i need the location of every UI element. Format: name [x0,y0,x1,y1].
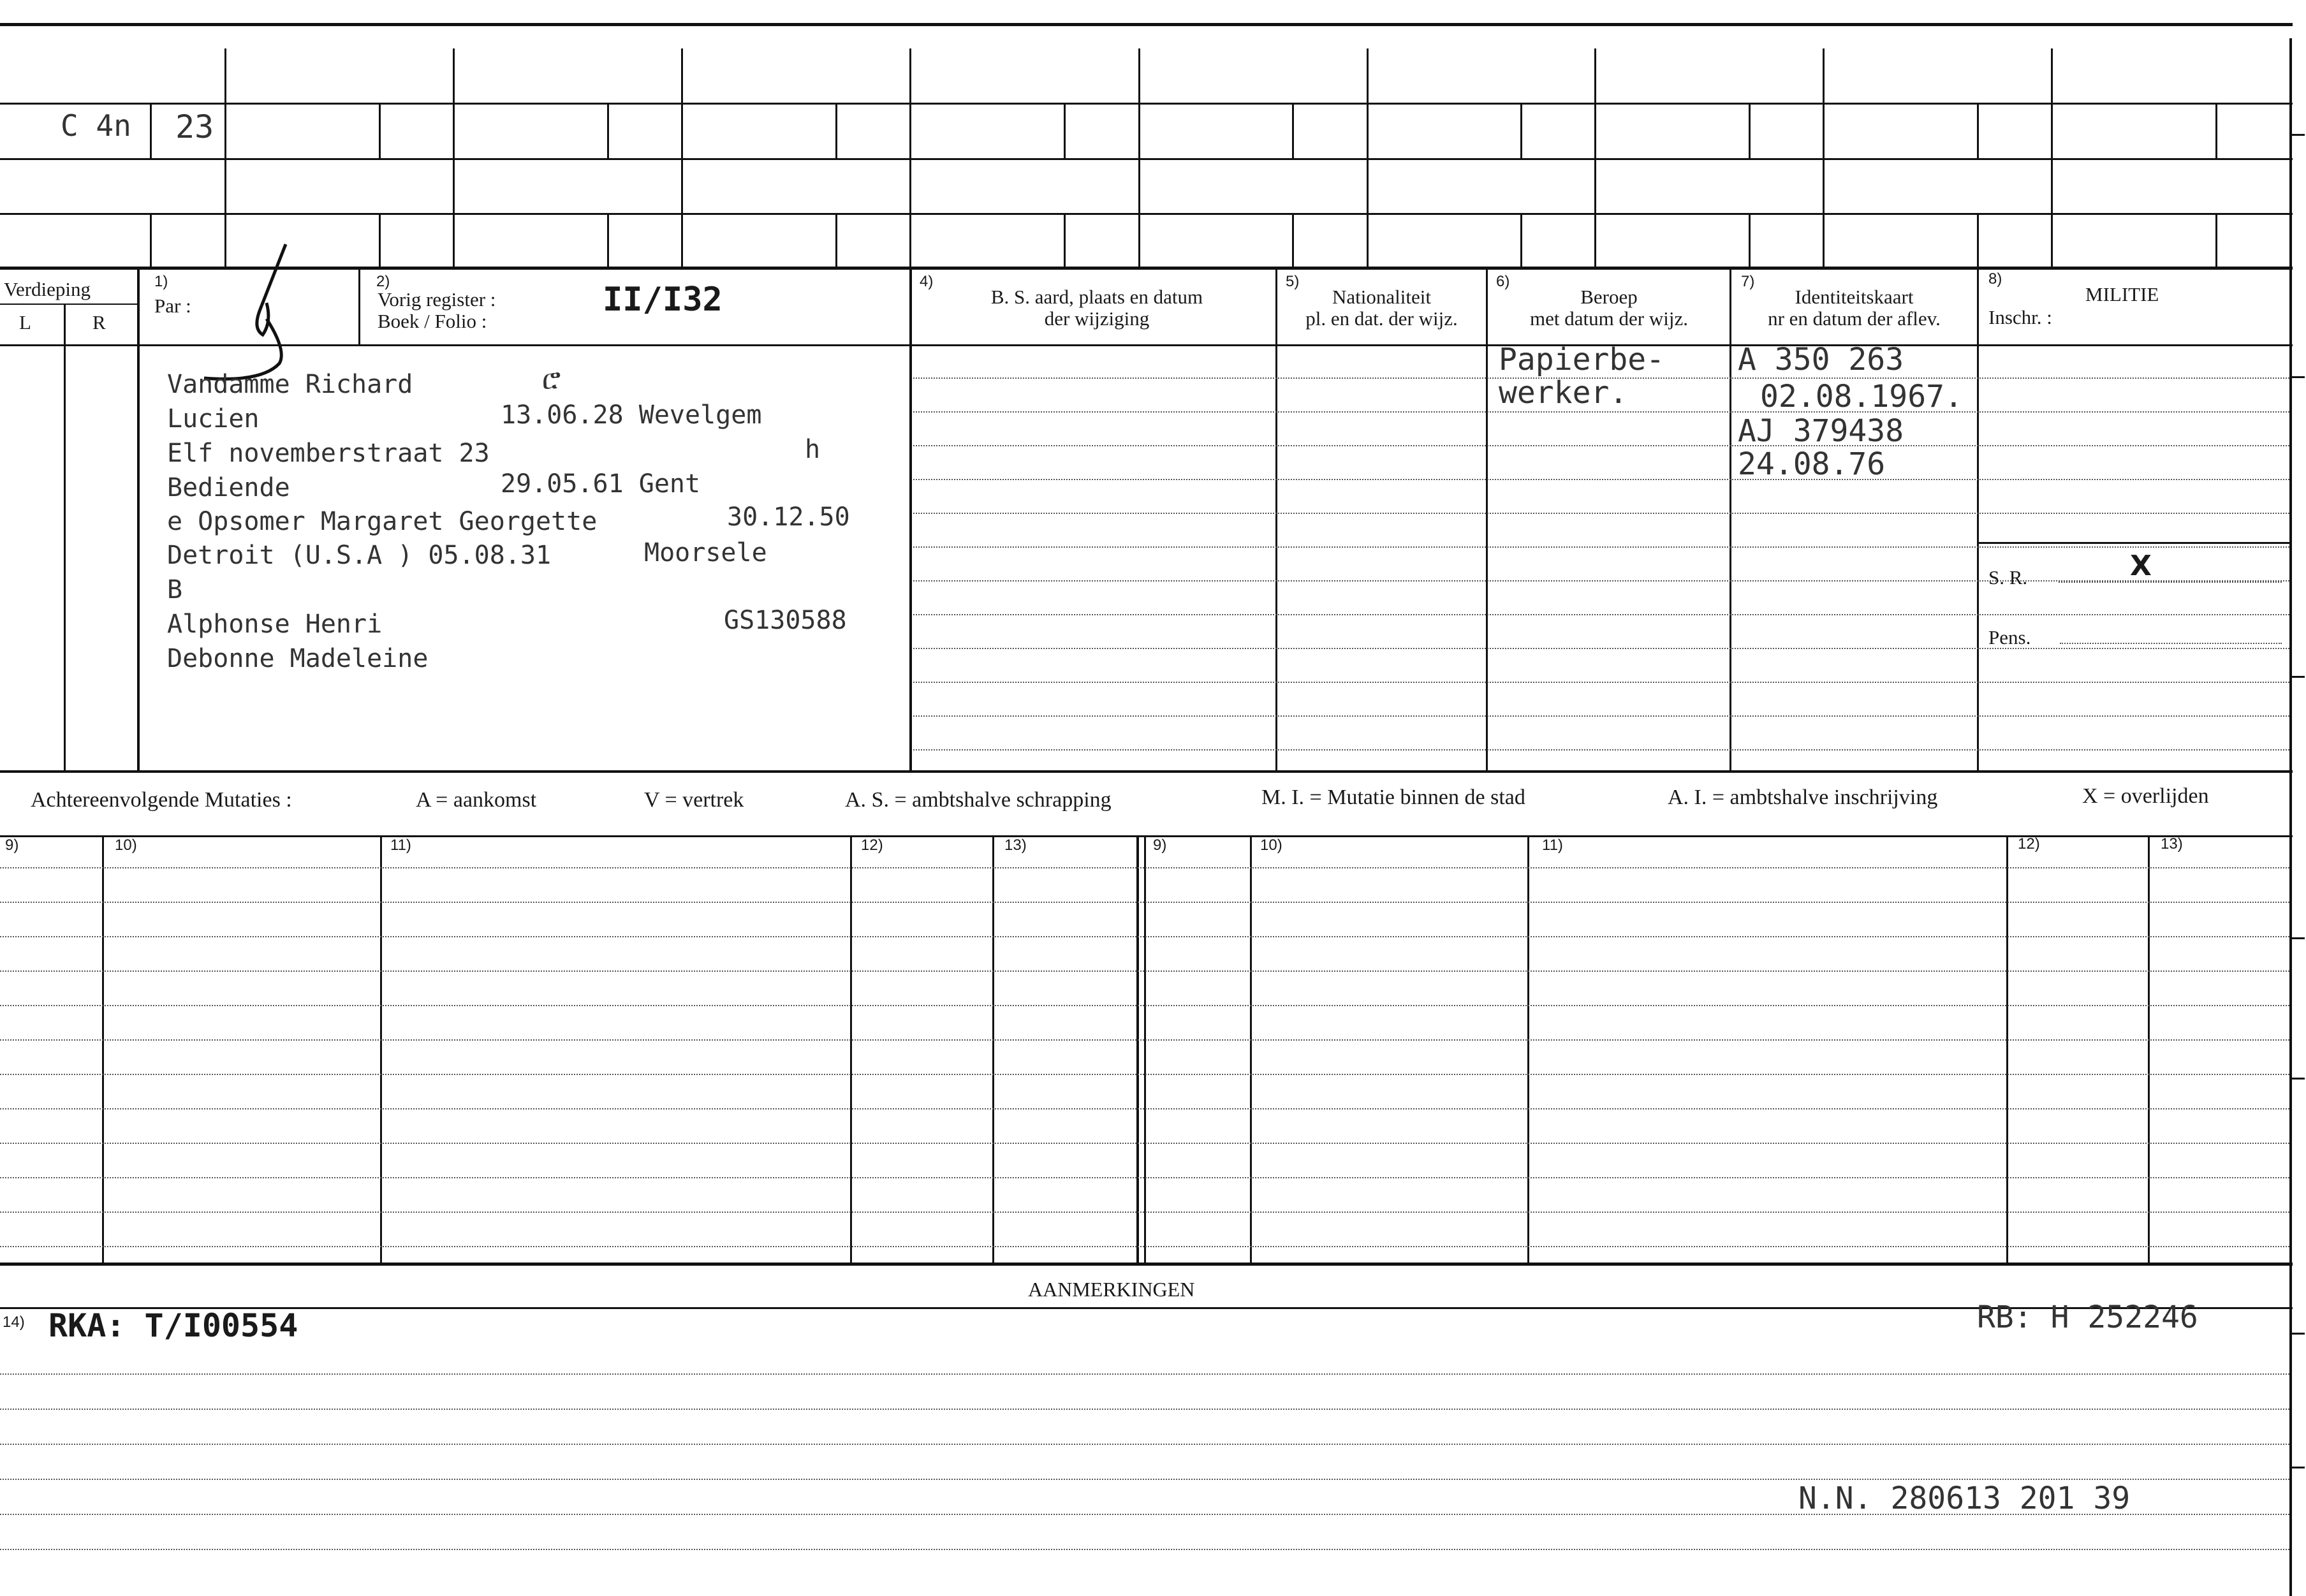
remarks-title: AANMERKINGEN [1028,1278,1195,1301]
person-marriage: 29.05.61 Gent [501,469,701,499]
person-birth: 13.06.28 Wevelgem [501,400,762,430]
vorig-register-label: Vorig register : [378,288,496,311]
grid-col [681,48,683,268]
dotted-rule [913,546,2289,548]
beroep-line-2: werker. [1499,375,1628,411]
inschr-label: Inschr. : [1988,306,2052,328]
grid-col [1138,48,1140,268]
person-name: Vandamme Richard [167,370,413,399]
bs-label-1: B. S. aard, plaats en datum [990,286,1203,308]
identiteitskaart-label: Identiteitskaart [1795,286,1914,308]
right-border [2289,38,2292,1596]
dotted-rule [0,1074,2289,1075]
top-code: C 4n [61,108,131,143]
id-card-2: AJ 379438 [1738,413,1904,449]
dotted-rule [0,1246,2289,1247]
col-r-label: R [92,311,106,333]
grid-col [224,48,226,268]
person-place-2: Moorsele [644,538,767,567]
dotted-rule [913,479,2289,480]
dotted-rule [913,749,2289,750]
dotted-rule [0,1409,2289,1410]
mut-col9b: 9) [1153,837,1167,854]
person-mother: Debonne Madeleine [167,644,429,673]
person-b: B [167,575,183,604]
dotted-rule [0,936,2289,937]
person-spouse: e Opsomer Margaret Georgette [167,507,598,536]
grid-col [453,48,455,268]
id-card-1: A 350 263 [1738,342,1904,377]
person-address: Elf novemberstraat 23 [167,439,490,468]
col-l-label: L [19,311,31,333]
dotted-rule [913,411,2289,413]
nationaliteit-sub: pl. en dat. der wijz. [1305,307,1458,330]
sr-label: S. R. [1988,566,2028,589]
legend-mi: M. I. = Mutatie binnen de stad [1261,786,1525,809]
remarks-rka: RKA: T/I00554 [48,1307,298,1344]
dotted-rule [0,1005,2289,1006]
dotted-rule [0,1549,2289,1550]
mut-col11b: 11) [1542,837,1563,854]
legend-as: A. S. = ambtshalve schrapping [845,788,1112,812]
mut-col11: 11) [390,837,411,854]
identiteitskaart-sub: nr en datum der aflev. [1768,307,1941,330]
top-number: 23 [175,108,214,145]
id-date-2: 24.08.76 [1738,446,1886,482]
grid-col [1823,48,1825,268]
dotted-rule [0,1143,2289,1144]
person-job: Bediende [167,473,290,502]
mut-col12b: 12) [2018,835,2040,853]
mut-col13b: 13) [2161,835,2183,853]
dotted-rule [0,1039,2289,1041]
remarks-nn: N.N. 280613 201 39 [1798,1481,2131,1516]
grid-rule [0,267,2293,270]
grid-col [2051,48,2053,268]
dotted-rule [913,614,2289,615]
verdieping-divider [64,304,66,772]
grid-col [1594,48,1596,268]
par-label: Par : [154,295,191,317]
dotted-rule [913,715,2289,717]
dotted-rule [0,867,2289,868]
verdieping-label: Verdieping [4,278,91,300]
dotted-rule [0,1177,2289,1178]
mut-col12: 12) [861,837,883,854]
dotted-rule [913,513,2289,514]
grid-rule [0,158,2293,160]
dotted-rule [0,1444,2289,1445]
top-border [0,23,2293,26]
dotted-rule [913,648,2289,649]
grid-col [1367,48,1369,268]
nationaliteit-label: Nationaliteit [1332,286,1431,308]
grid-rule [0,213,2293,215]
id-date-1: 02.08.1967. [1760,379,1963,414]
legend-a: A = aankomst [416,788,537,812]
person-firstname: Lucien [167,404,260,434]
dotted-rule [0,1212,2289,1213]
col-divider [137,270,140,772]
boek-folio-label: Boek / Folio : [378,310,487,332]
beroep-label: Beroep [1580,286,1638,308]
bs-label-2: der wijziging [1044,307,1150,330]
dotted-rule [0,902,2289,903]
mut-col10: 10) [115,837,137,854]
par-pen-mark [191,239,312,386]
legend-v: V = vertrek [644,788,744,812]
dotted-rule [913,682,2289,683]
mut-col10b: 10) [1260,837,1282,854]
dotted-rule [0,1373,2289,1375]
mut-col13: 13) [1004,837,1027,854]
beroep-sub: met datum der wijz. [1530,307,1688,330]
person-parent: Alphonse Henri [167,610,383,639]
person-spouse-date: 30.12.50 [727,502,850,532]
person-h: h [805,435,821,464]
sr-value: X [2130,550,2152,582]
grid-col [909,48,911,268]
person-code: GS130588 [724,606,847,635]
legend-x: X = overlijden [2082,784,2209,808]
grid-rule [0,103,2293,105]
dotted-rule [913,445,2289,446]
mut-col9: 9) [5,837,19,854]
dotted-rule [0,1514,2289,1515]
legend-ai: A. I. = ambtshalve inschrijving [1668,786,1938,809]
person-mark: ሮ [542,363,561,396]
mutations-title: Achtereenvolgende Mutaties : [31,788,292,812]
vorig-register-value: II/I32 [603,281,723,319]
beroep-line-1: Papierbe- [1499,342,1665,377]
pens-label: Pens. [1988,626,2031,648]
dotted-rule [0,1479,2289,1480]
remarks-rb: RB: H 252246 [1977,1299,2198,1335]
dotted-rule [0,970,2289,972]
dotted-rule [0,1108,2289,1109]
person-birthplace: Detroit (U.S.A ) 05.08.31 [167,541,552,570]
militie-label: MILITIE [2085,283,2159,305]
